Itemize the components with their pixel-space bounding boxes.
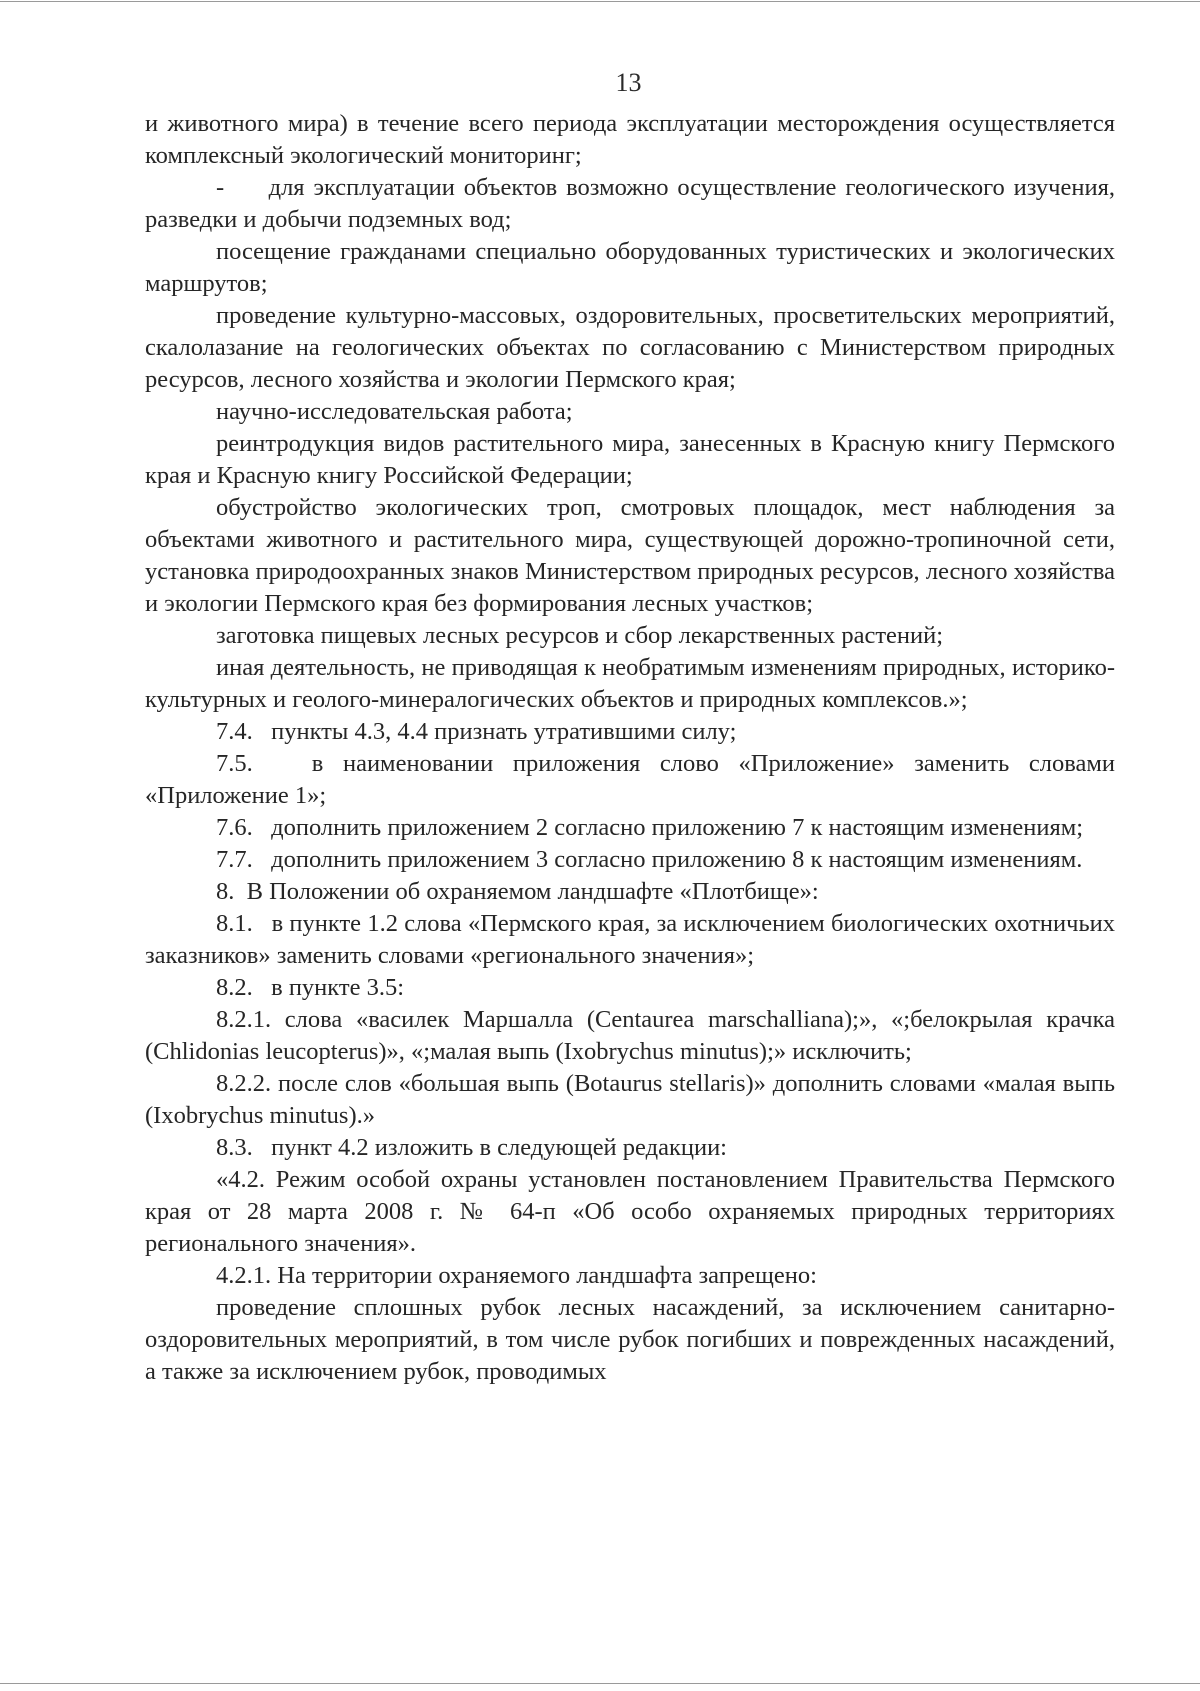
- paragraph: и животного мира) в течение всего периода эксплуатации месторождения осуществляется комплексный экологический мониторинг;: [145, 110, 1115, 169]
- paragraph: «4.2. Режим особой охраны установлен постановлением Правительства Пермского края от 28 марта 2008 г. № 64-п «Об особо охраняемых природных территориях регионального значения».: [145, 1166, 1115, 1257]
- paragraph: иная деятельность, не приводящая к необратимым изменениям природных, историко-культурных и геолого-минералогических объектов и природных комплексов.»;: [145, 654, 1115, 713]
- paragraph: - для эксплуатации объектов возможно осуществление геологического изучения, разведки и добычи подземных вод;: [145, 174, 1115, 233]
- paragraph: 8.1. в пункте 1.2 слова «Пермского края, за исключением биологических охотничьих заказников» заменить словами «регионального значения»;: [145, 910, 1115, 969]
- paragraph: 8.2. в пункте 3.5:: [216, 974, 405, 1001]
- paragraph: 8.3. пункт 4.2 изложить в следующей редакции:: [216, 1134, 727, 1161]
- paragraph: 8.2.2. после слов «большая выпь (Botaurus stellaris)» дополнить словами «малая выпь (Ixobrychus minutus).»: [145, 1070, 1115, 1129]
- scan-bottom-edge: [0, 1683, 1200, 1684]
- paragraph: 7.5. в наименовании приложения слово «Приложение» заменить словами «Приложение 1»;: [145, 750, 1115, 809]
- paragraph: 7.4. пункты 4.3, 4.4 признать утратившими силу;: [216, 718, 737, 745]
- paragraph: 7.6. дополнить приложением 2 согласно приложению 7 к настоящим изменениям;: [216, 814, 1084, 841]
- paragraph: 8.2.1. слова «василек Маршалла (Centaurea marschalliana);», «;белокрылая крачка (Chlidonias leucopterus)», «;малая выпь (Ixobrychus minutus);» исключить;: [145, 1006, 1115, 1065]
- paragraph: научно-исследовательская работа;: [216, 398, 573, 425]
- page-number: 13: [615, 68, 642, 97]
- paragraph: реинтродукция видов растительного мира, занесенных в Красную книгу Пермского края и Красную книгу Российской Федерации;: [145, 430, 1115, 489]
- paragraph: проведение культурно-массовых, оздоровительных, просветительских мероприятий, скалолазание на геологических объектах по согласованию с Министерством природных ресурсов, лесного хозяйства и экологии Пермского края;: [145, 302, 1115, 393]
- paragraph: проведение сплошных рубок лесных насаждений, за исключением санитарно-оздоровительных мероприятий, в том числе рубок погибших и поврежденных насаждений, а также за исключением рубок, проводимых: [145, 1294, 1115, 1385]
- paragraph: 8. В Положении об охраняемом ландшафте «Плотбище»:: [216, 878, 819, 905]
- paragraph: 4.2.1. На территории охраняемого ландшафта запрещено:: [216, 1262, 817, 1289]
- document-body: [145, 108, 1115, 1388]
- scan-top-edge: [0, 1, 1200, 2]
- paragraph: обустройство экологических троп, смотровых площадок, мест наблюдения за объектами животного и растительного мира, существующей дорожно-тропиночной сети, установка природоохранных знаков Министерством природных ресурсов, лесного хозяйства и экологии Пермского края без формирования лесных участков;: [145, 494, 1115, 617]
- paragraph: 7.7. дополнить приложением 3 согласно приложению 8 к настоящим изменениям.: [216, 846, 1083, 873]
- paragraph: заготовка пищевых лесных ресурсов и сбор лекарственных растений;: [216, 622, 944, 649]
- paragraph: посещение гражданами специально оборудованных туристических и экологических маршрутов;: [145, 238, 1115, 297]
